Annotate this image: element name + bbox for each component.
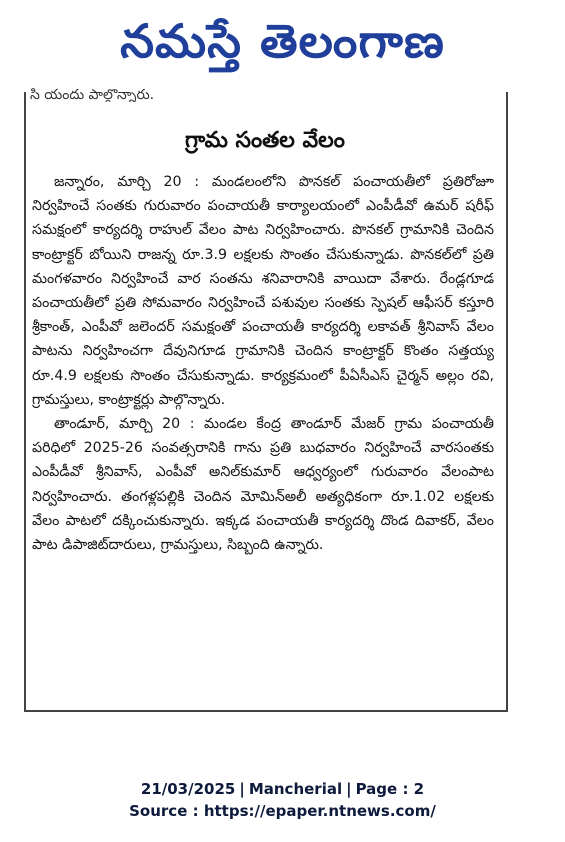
footer-date: 21/03/2025	[140, 780, 236, 798]
article-body	[32, 170, 494, 557]
footer-separator: |	[346, 780, 352, 798]
newspaper-logo: నమస్తే తెలంగాణ	[120, 14, 445, 68]
clipping-footer	[0, 778, 565, 822]
footer-source[interactable]: Source : https://epaper.ntnews.com/	[129, 802, 436, 820]
footer-edition: Mancherial	[248, 780, 343, 798]
cut-off-text: సి యందు పాల్గొన్నారు.	[30, 88, 155, 102]
article-paragraph: తాండూర్, మార్చి 20 : మండల కేంద్ర తాండూర్ మేజర్ గ్రామ పంచాయతీ పరిధిలో 2025-26 సంవత్సరానికి గాను ప్రతి బుధవారం నిర్వహించే వారసంతకు ఎంపీడీవో శ్రీనివాస్, ఎంపీవో అనిల్‌కుమార్ ఆధ్వర్యంలో గురువారం వేలంపాట నిర్వహించారు. తంగళ్లపల్లికి చెందిన మోమిన్‌అలీ అత్యధికంగా రూ.1.02 లక్షలకు వేలం పాటలో దక్కించుకున్నారు. ఇక్కడ పంచాయతీ కార్యదర్శి దొండ దివాకర్, వేలం పాట డిపాజిట్‌దారులు, గ్రామస్తులు, సిబ్బంది ఉన్నారు.	[32, 416, 494, 554]
footer-meta-line	[0, 778, 565, 800]
article-heading: గ్రామ సంతల వేలం	[185, 128, 345, 153]
masthead	[0, 0, 565, 80]
footer-page: Page : 2	[355, 780, 425, 798]
article-paragraph: జన్నారం, మార్చి 20 : మండలంలోని పొనకల్ పంచాయతీలో ప్రతిరోజూ నిర్వహించే సంతకు గురువారం పంచాయతీ కార్యాలయంలో ఎంపీడీవో ఉమర్ షరీఫ్ సమక్షంలో కార్యదర్శి రాహుల్ వేలం పాట నిర్వహించారు. పొనకల్ గ్రామానికి చెందిన కాంట్రాక్టర్ బోయిని రాజన్న రూ.3.9 లక్షలకు సొంతం చేసుకున్నాడు. పొనకల్‌లో ప్రతి మంగళవారం నిర్వహించే వార సంతను శనివారానికి వాయిదా వేశారు. రేండ్లగూడ పంచాయతీలో ప్రతి సోమవారం నిర్వహించే పశువుల సంతకు స్పెషల్ ఆఫీసర్ కస్తూరి శ్రీకాంత్, ఎంపీవో జలెందర్ సమక్షంతో పంచాయతీ కార్యదర్శి లకావత్ శ్రీనివాస్ వేలం పాటను నిర్వహించగా దేవునిగూడ గ్రామానికి చెందిన కాంట్రాక్టర్ కొంతం సత్తయ్య రూ.4.9 లక్షలకు సొంతం చేసుకున్నాడు. కార్యక్రమంలో పీఏసీఎస్ చైర్మన్ అల్లం రవి, గ్రామస్తులు, కాంట్రాక్టర్లు పాల్గొన్నారు.	[32, 174, 494, 408]
footer-separator: |	[239, 780, 245, 798]
